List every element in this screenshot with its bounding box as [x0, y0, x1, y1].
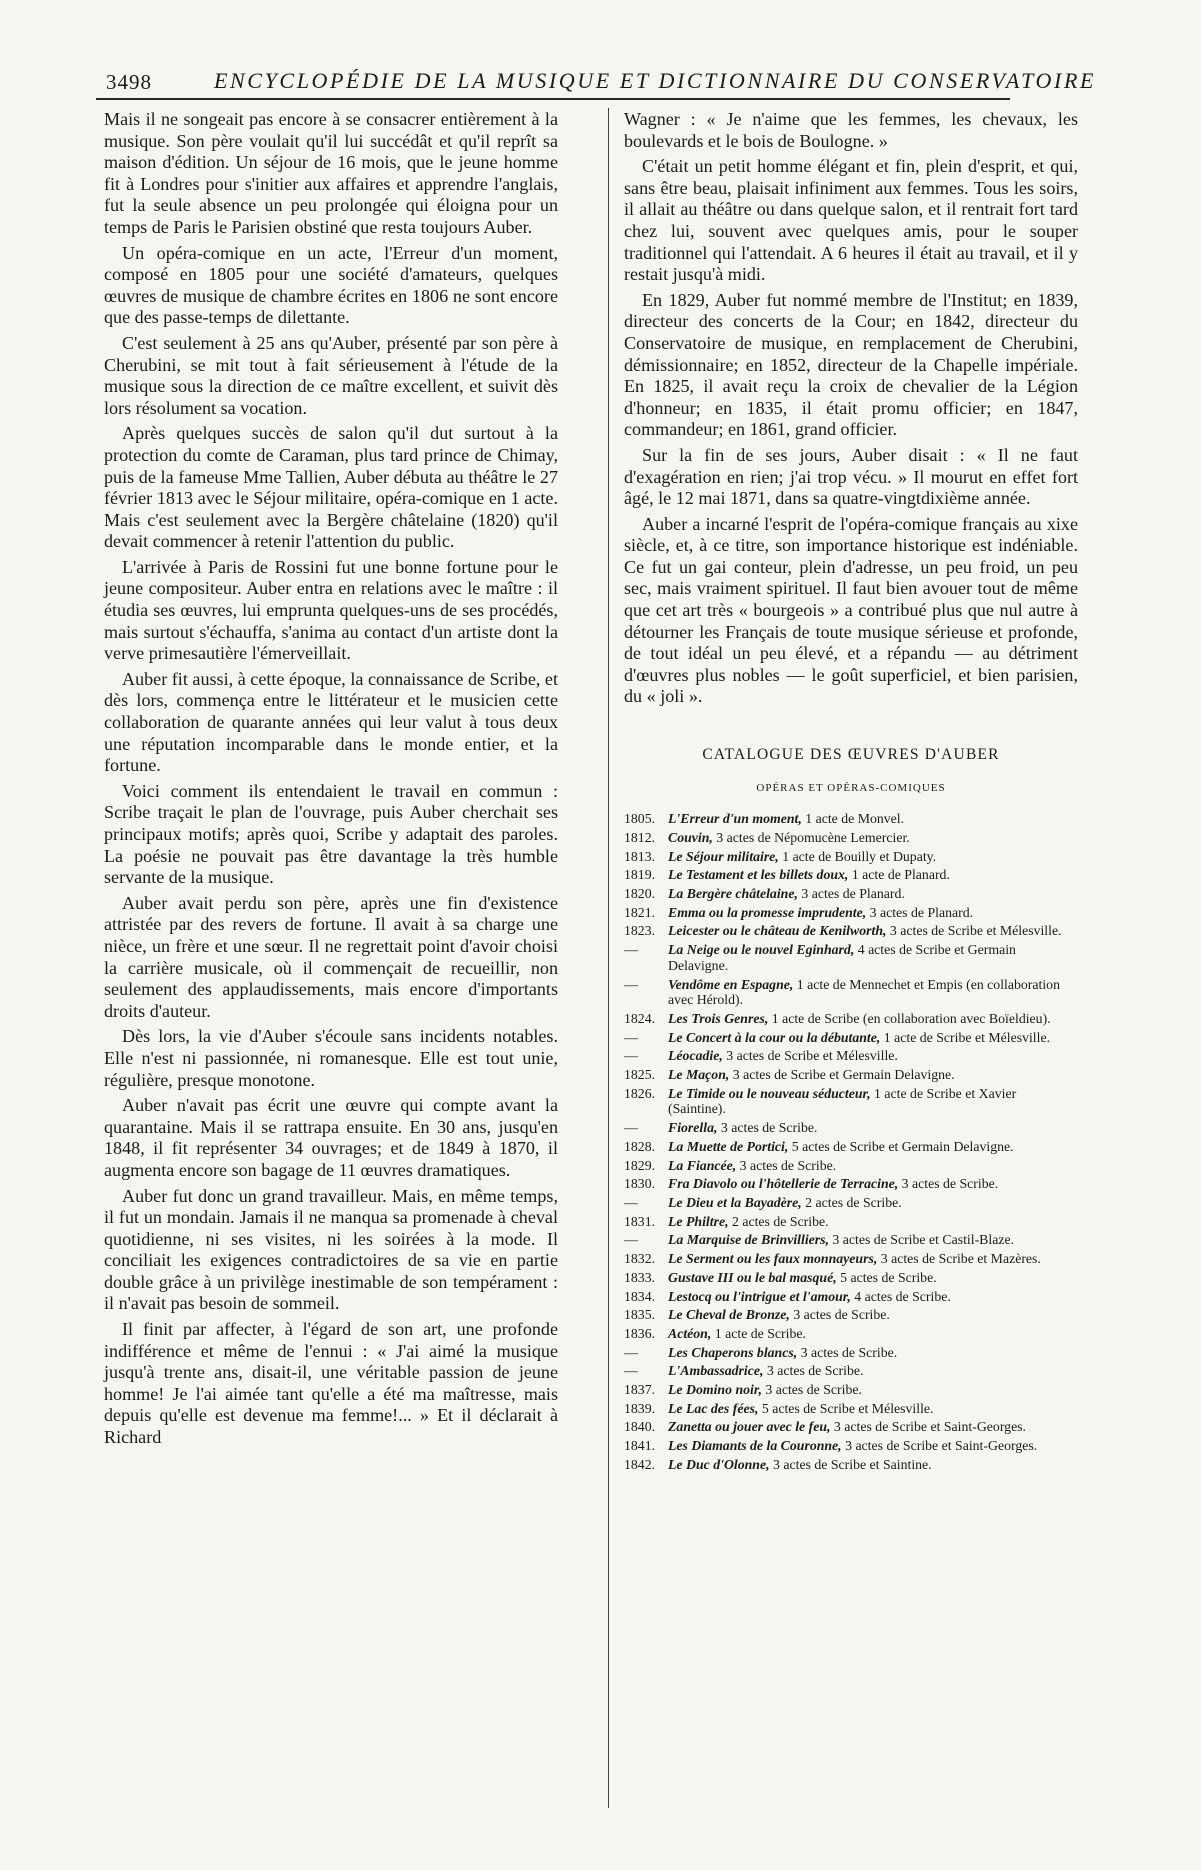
- catalogue-entry-text: [668, 1120, 1078, 1136]
- catalogue-entry-text: [668, 1048, 1078, 1064]
- work-details: 1 acte de Planard.: [848, 867, 950, 883]
- catalogue-year: 1835.: [624, 1307, 656, 1323]
- catalogue-entry-text: [668, 811, 1078, 827]
- catalogue-entry: [624, 1214, 1078, 1230]
- catalogue-entry-text: [668, 1139, 1078, 1155]
- catalogue-year: —: [624, 1363, 638, 1379]
- catalogue-year: —: [624, 1232, 638, 1248]
- catalogue-year: 1834.: [624, 1288, 656, 1304]
- work-details: 1 acte de Scribe (en collaboration avec Boïeldieu).: [768, 1010, 1051, 1026]
- page-number: 3498: [106, 70, 152, 94]
- work-title: Couvin,: [668, 829, 713, 845]
- catalogue-entry: [624, 1176, 1078, 1192]
- work-details: 1 acte de Mennechet et Empis (en collaboration avec Hérold).: [668, 976, 1060, 1008]
- catalogue-entry: [624, 1401, 1078, 1417]
- catalogue-entry: [624, 1363, 1078, 1379]
- work-title: Actéon,: [668, 1325, 712, 1341]
- catalogue-entry: [624, 905, 1078, 921]
- catalogue-entry-text: [668, 1158, 1078, 1174]
- catalogue-year: 1819.: [624, 867, 656, 883]
- catalogue-year: 1821.: [624, 904, 656, 920]
- work-details: 3 actes de Scribe et Saint-Georges.: [830, 1419, 1027, 1435]
- catalogue-entry-text: [668, 1419, 1078, 1435]
- work-details: 1 acte de Scribe et Xavier (Saintine).: [668, 1085, 1017, 1117]
- paragraph: Un opéra-comique en un acte, l'Erreur d'un moment, composé en 1805 pour une société d'amateurs, quelques œuvres de musique de chambre écrites en 1806 ne sont encore que des passe-temps de dilettante.: [104, 242, 558, 328]
- catalogue-entry: [624, 1438, 1078, 1454]
- catalogue-year: 1837.: [624, 1382, 656, 1398]
- catalogue-year: 1829.: [624, 1157, 656, 1173]
- catalogue-entry: [624, 1011, 1078, 1027]
- catalogue-entry: [624, 1251, 1078, 1267]
- catalogue-entry-text: [668, 942, 1078, 973]
- catalogue-entry-text: [668, 1251, 1078, 1267]
- work-title: Les Chaperons blancs,: [668, 1344, 798, 1360]
- work-title: La Muette de Portici,: [668, 1138, 789, 1154]
- work-details: 3 actes de Scribe.: [789, 1307, 890, 1323]
- catalogue-entry: [624, 923, 1078, 939]
- catalogue-year: 1831.: [624, 1213, 656, 1229]
- paragraph: Après quelques succès de salon qu'il dut surtout à la protection du comte de Caraman, plus tard prince de Chimay, puis de la fameuse Mme Tallien, Auber débuta au théâtre le 27 février 1813 avec le Séjour militaire, opéra-comique en 1 acte. Mais c'est seulement avec la Bergère châtelaine (1820) qu'il devait commencer à retenir l'attention du public.: [104, 423, 558, 552]
- left-column: [104, 109, 558, 1453]
- catalogue-entry-text: [668, 1030, 1078, 1046]
- catalogue-entry: [624, 1086, 1078, 1117]
- work-details: 3 actes de Scribe.: [761, 1382, 862, 1398]
- work-details: 5 actes de Scribe et Mélesville.: [758, 1400, 934, 1416]
- paragraph: Wagner : « Je n'aime que les femmes, les chevaux, les boulevards et le bois de Boulogne. »: [624, 109, 1078, 151]
- work-details: 3 actes de Planard.: [797, 886, 905, 902]
- catalogue-entry-text: [668, 923, 1078, 939]
- paragraph: Auber n'avait pas écrit une œuvre qui compte avant la quarantaine. Mais il se rattrapa ensuite. En 30 ans, jusqu'en 1848, il fit représenter 34 ouvrages; et de 1849 à 1870, il augmenta encore son bagage de 11 œuvres dramatiques.: [104, 1095, 558, 1180]
- work-details: 3 actes de Scribe et Saintine.: [769, 1456, 932, 1472]
- catalogue-entry-text: [668, 1345, 1078, 1361]
- catalogue-year: —: [624, 1120, 638, 1136]
- catalogue-entry-text: [668, 1176, 1078, 1192]
- catalogue-entry: [624, 1289, 1078, 1305]
- paragraph: C'était un petit homme élégant et fin, plein d'esprit, et qui, sans être beau, plaisait infiniment aux femmes. Tous les soirs, il allait au théâtre ou dans quelque salon, et il rentrait fort tard chez lui, souvent avec quelques amis, pour le souper traditionnel qui l'attendait. A 6 heures il était au travail, et il y restait jusqu'à midi.: [624, 156, 1078, 285]
- catalogue-entry-text: [668, 1067, 1078, 1083]
- work-title: Le Maçon,: [668, 1067, 730, 1083]
- work-details: 1 acte de Monvel.: [801, 811, 905, 827]
- work-details: 3 actes de Scribe et Mélesville.: [722, 1048, 898, 1064]
- work-details: 4 actes de Scribe.: [850, 1288, 951, 1304]
- catalogue-entry: [624, 977, 1078, 1008]
- catalogue-entry-text: [668, 905, 1078, 921]
- paragraph: En 1829, Auber fut nommé membre de l'Institut; en 1839, directeur des concerts de la Cour; en 1842, directeur du Conservatoire de musique, en remplacement de Cherubini, démissionnaire; en 1852, directeur de la Chapelle impériale. En 1825, il avait reçu la croix de chevalier de la Légion d'honneur; en 1835, il était promu officier; en 1847, commandeur; en 1861, grand officier.: [624, 289, 1078, 440]
- paragraph: Auber fut donc un grand travailleur. Mais, en même temps, il fut un mondain. Jamais il ne manqua sa promenade à cheval quotidienne, ni ses visites, ni les soirées à la mode. Il conciliait les exigences contradictoires de sa vie en partie double grâce à un privilège inestimable de son tempérament : il n'avait pas besoin de sommeil.: [104, 1185, 558, 1314]
- catalogue-year: 1830.: [624, 1176, 656, 1192]
- work-details: 5 actes de Scribe et Germain Delavigne.: [788, 1138, 1014, 1154]
- catalogue-entry-text: [668, 1195, 1078, 1211]
- catalogue-year: 1828.: [624, 1138, 656, 1154]
- catalogue-year: 1842.: [624, 1456, 656, 1472]
- work-details: 3 actes de Scribe et Mazères.: [877, 1251, 1041, 1267]
- work-title: Le Séjour militaire,: [668, 848, 779, 864]
- work-title: Le Domino noir,: [668, 1382, 762, 1398]
- catalogue-title: CATALOGUE DES ŒUVRES D'AUBER: [702, 746, 1000, 764]
- catalogue-entry: [624, 1067, 1078, 1083]
- catalogue-year: —: [624, 1194, 638, 1210]
- catalogue-entry-text: [668, 1232, 1078, 1248]
- work-title: Les Diamants de la Couronne,: [668, 1438, 842, 1454]
- work-title: Le Serment ou les faux monnayeurs,: [668, 1251, 878, 1267]
- paragraph: Auber avait perdu son père, après une fin d'existence attristée par des revers de fortune. Il avait à sa charge une nièce, un frère et une sœur. Il ne regrettait point d'avoir choisi la carrière musicale, où il commençait de recueillir, non seulement des applaudissements, mais encore d'importants droits d'auteur.: [104, 892, 558, 1021]
- work-title: La Neige ou le nouvel Eginhard,: [668, 942, 855, 958]
- catalogue-entry-text: [668, 849, 1078, 865]
- work-title: Le Duc d'Olonne,: [668, 1456, 770, 1472]
- work-title: Léocadie,: [668, 1048, 723, 1064]
- work-details: 3 actes de Planard.: [866, 904, 974, 920]
- catalogue-entry: [624, 1326, 1078, 1342]
- catalogue-entry-text: [668, 1214, 1078, 1230]
- catalogue-entry: [624, 1307, 1078, 1323]
- work-title: La Bergère châtelaine,: [668, 886, 798, 902]
- catalogue-entry: [624, 849, 1078, 865]
- catalogue-entry: [624, 942, 1078, 973]
- catalogue-entry-text: [668, 830, 1078, 846]
- catalogue-year: 1805.: [624, 811, 656, 827]
- catalogue-year: 1839.: [624, 1400, 656, 1416]
- catalogue-entry: [624, 886, 1078, 902]
- catalogue-entry-text: [668, 1011, 1078, 1027]
- catalogue-entry-text: [668, 1363, 1078, 1379]
- work-title: Zanetta ou jouer avec le feu,: [668, 1419, 831, 1435]
- work-details: 1 acte de Bouilly et Dupaty.: [778, 848, 937, 864]
- catalogue-entry: [624, 1120, 1078, 1136]
- paragraph: Il finit par affecter, à l'égard de son art, une profonde indifférence et même de l'ennui : « J'ai aimé la musique jusqu'à trente ans, disait-il, une véritable passion de jeune homme! Je l'ai aimée tant qu'elle a été ma maîtresse, mais depuis qu'elle est devenue ma femme!... » Et il déclarait à Richard: [104, 1319, 558, 1448]
- catalogue-year: 1840.: [624, 1419, 656, 1435]
- catalogue-entry: [624, 1382, 1078, 1398]
- work-details: 3 actes de Scribe et Germain Delavigne.: [729, 1067, 955, 1083]
- catalogue-entry: [624, 1345, 1078, 1361]
- running-header: [96, 68, 1097, 100]
- catalogue-entry: [624, 1139, 1078, 1155]
- work-title: Le Timide ou le nouveau séducteur,: [668, 1085, 871, 1101]
- catalogue-entry-text: [668, 1457, 1078, 1473]
- catalogue-year: 1812.: [624, 829, 656, 845]
- catalogue-year: 1826.: [624, 1085, 656, 1101]
- work-details: 3 actes de Scribe.: [898, 1176, 999, 1192]
- catalogue-subtitle: OPÉRAS ET OPÉRAS-COMIQUES: [756, 781, 946, 794]
- catalogue-year: 1813.: [624, 848, 656, 864]
- catalogue-year: 1824.: [624, 1010, 656, 1026]
- work-details: 3 actes de Népomucène Lemercier.: [712, 829, 910, 845]
- catalogue-entry: [624, 1270, 1078, 1286]
- work-title: Le Dieu et la Bayadère,: [668, 1194, 802, 1210]
- catalogue-entry: [624, 867, 1078, 883]
- catalogue-entry: [624, 811, 1078, 827]
- catalogue-year: 1820.: [624, 886, 656, 902]
- paragraph: Auber fit aussi, à cette époque, la connaissance de Scribe, et dès lors, commença entre le littérateur et le musicien cette collaboration de quarante années qui leur valut à tous deux une réputation incomparable dans le monde entier, et la fortune.: [104, 668, 558, 776]
- paragraph: Auber a incarné l'esprit de l'opéra-comique français au xixe siècle, et, à ce titre, son importance historique est indéniable. Ce fut un gai conteur, plein d'adresse, un peu froid, un peu sec, mais vraiment spirituel. Il faut bien avouer tout de même que cet art très « bourgeois » a contribué plus que nul autre à détourner les Français de toute musique sérieuse et profonde, de tout idéal un peu élevé, et a répandu — au détriment d'œuvres plus nobles — le goût superficiel, et bien parisien, du « joli ».: [624, 513, 1078, 707]
- catalogue-entry-text: [668, 1289, 1078, 1305]
- work-details: 2 actes de Scribe.: [801, 1194, 902, 1210]
- work-details: 1 acte de Scribe.: [711, 1325, 806, 1341]
- catalogue-year: 1833.: [624, 1269, 656, 1285]
- paragraph: C'est seulement à 25 ans qu'Auber, présenté par son père à Cherubini, se mit tout à fait sérieusement à l'étude de la musique sous la direction de ce maître excellent, et suivit dès lors résolument sa vocation.: [104, 332, 558, 418]
- paragraph: Dès lors, la vie d'Auber s'écoule sans incidents notables. Elle n'est ni passionnée, ni romanesque. Elle est tout unie, régulière, presque monotone.: [104, 1026, 558, 1090]
- paragraph: Voici comment ils entendaient le travail en commun : Scribe traçait le plan de l'ouvrage, puis Auber cherchait ses principaux motifs; après quoi, Scribe y adaptait des paroles. La poésie ne pouvait pas être davantage la très humble servante de la musique.: [104, 780, 558, 888]
- work-details: 5 actes de Scribe.: [836, 1269, 937, 1285]
- catalogue-year: 1823.: [624, 923, 656, 939]
- catalogue-entry-text: [668, 1270, 1078, 1286]
- work-title: La Marquise de Brinvilliers,: [668, 1232, 829, 1248]
- work-details: 3 actes de Scribe et Saint-Georges.: [841, 1438, 1038, 1454]
- work-title: Leicester ou le château de Kenilworth,: [668, 923, 887, 939]
- catalogue-year: 1825.: [624, 1067, 656, 1083]
- work-title: Le Cheval de Bronze,: [668, 1307, 790, 1323]
- catalogue-year: 1836.: [624, 1325, 656, 1341]
- work-details: 3 actes de Scribe et Mélesville.: [886, 923, 1062, 939]
- work-details: 3 actes de Scribe.: [717, 1120, 818, 1136]
- paragraph: Sur la fin de ses jours, Auber disait : « Il ne faut d'exagération en rien; j'ai trop vécu. » Il mourut en effet fort âgé, le 12 mai 1871, dans sa quatre-vingtdixième année.: [624, 444, 1078, 509]
- catalogue-year: —: [624, 942, 638, 958]
- catalogue-entry: [624, 1419, 1078, 1435]
- catalogue-year: —: [624, 1029, 638, 1045]
- work-details: 3 actes de Scribe.: [797, 1344, 898, 1360]
- catalogue-entry-text: [668, 1401, 1078, 1417]
- work-title: Le Concert à la cour ou la débutante,: [668, 1029, 881, 1045]
- catalogue-entry-text: [668, 1438, 1078, 1454]
- work-title: Le Lac des fées,: [668, 1400, 759, 1416]
- catalogue-year: —: [624, 1344, 638, 1360]
- work-title: Emma ou la promesse imprudente,: [668, 904, 867, 920]
- catalogue-entry: [624, 1457, 1078, 1473]
- work-details: 1 acte de Scribe et Mélesville.: [880, 1029, 1051, 1045]
- work-title: Vendôme en Espagne,: [668, 976, 794, 992]
- work-details: 4 actes de Scribe et Germain Delavigne.: [668, 942, 1016, 973]
- work-details: 3 actes de Scribe et Castil-Blaze.: [828, 1232, 1015, 1248]
- catalogue-list: [624, 811, 1078, 1472]
- work-title: Le Philtre,: [668, 1213, 729, 1229]
- catalogue-entry: [624, 830, 1078, 846]
- work-title: Les Trois Genres,: [668, 1010, 769, 1026]
- paragraph: L'arrivée à Paris de Rossini fut une bonne fortune pour le jeune compositeur. Auber entra en relations avec le maître : il étudia ses œuvres, lui emprunta quelques-uns de ses procédés, mais surtout s'échauffa, s'anima au contact d'un artiste dont la verve primesautière l'émerveillait.: [104, 556, 558, 664]
- catalogue-year: —: [624, 1048, 638, 1064]
- work-details: 2 actes de Scribe.: [728, 1213, 829, 1229]
- running-title: ENCYCLOPÉDIE DE LA MUSIQUE ET DICTIONNAIRE DU CONSERVATOIRE: [214, 68, 1097, 93]
- work-title: L'Erreur d'un moment,: [668, 811, 802, 827]
- work-title: Lestocq ou l'intrigue et l'amour,: [668, 1288, 851, 1304]
- paragraph: Mais il ne songeait pas encore à se consacrer entièrement à la musique. Son père voulait qu'il lui succédât et qu'il reprît sa maison d'édition. Un séjour de 16 mois, que le jeune homme fit à Londres pour s'initier aux affaires et apprendre l'anglais, fut la seule absence un peu prolongée qui éloigna pour un temps de Paris le Parisien obstiné que resta toujours Auber.: [104, 109, 558, 237]
- column-divider: [608, 108, 609, 1808]
- right-column: [624, 109, 1078, 1476]
- catalogue-entry-text: [668, 1307, 1078, 1323]
- catalogue-entry: [624, 1158, 1078, 1174]
- work-title: Gustave III ou le bal masqué,: [668, 1269, 837, 1285]
- catalogue-entry-text: [668, 977, 1078, 1008]
- catalogue-year: 1832.: [624, 1251, 656, 1267]
- catalogue-entry-text: [668, 1382, 1078, 1398]
- catalogue-entry-text: [668, 867, 1078, 883]
- work-title: Fiorella,: [668, 1120, 718, 1136]
- catalogue-entry: [624, 1195, 1078, 1211]
- work-title: Fra Diavolo ou l'hôtellerie de Terracine,: [668, 1176, 899, 1192]
- work-title: Le Testament et les billets doux,: [668, 867, 849, 883]
- catalogue-entry-text: [668, 1086, 1078, 1117]
- work-details: 3 actes de Scribe.: [736, 1157, 837, 1173]
- work-title: La Fiancée,: [668, 1157, 737, 1173]
- catalogue-year: 1841.: [624, 1438, 656, 1454]
- work-details: 3 actes de Scribe.: [763, 1363, 864, 1379]
- catalogue-entry-text: [668, 1326, 1078, 1342]
- catalogue-entry: [624, 1232, 1078, 1248]
- catalogue-entry: [624, 1048, 1078, 1064]
- catalogue-entry: [624, 1030, 1078, 1046]
- catalogue-entry-text: [668, 886, 1078, 902]
- work-title: L'Ambassadrice,: [668, 1363, 764, 1379]
- catalogue-year: —: [624, 976, 638, 992]
